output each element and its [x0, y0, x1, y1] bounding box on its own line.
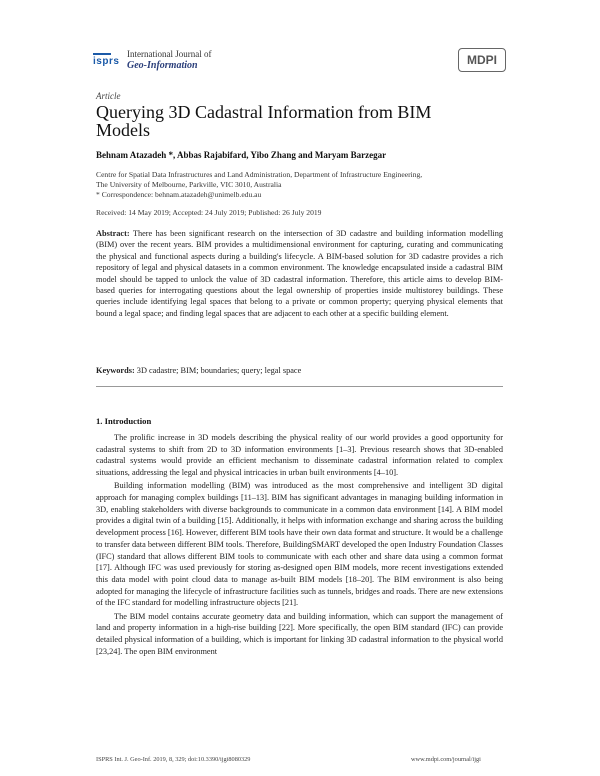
mdpi-logo: MDPI	[458, 48, 506, 72]
article-type: Article	[96, 91, 121, 101]
paragraph: Building information modelling (BIM) was introduced as the most comprehensive and intelligent 3D digital approach for managing complex buildings [11–13]. BIM has significant advantages in managing building information in 3D, enabling stakeholders with diverse backgrounds to communicate in a common data environment [14]. A BIM model provides a digital twin of a building [15]. Additionally, it helps with information exchange and sharing across the building development process [16]. However, different BIM tools have their own data format and structure. It would be a challenge to transfer data between different BIM tools. Therefore, BuildingSMART developed the open Industry Foundation Classes (IFC) standard that allows different BIM tools to communicate with each other and share data using a common format [17]. Although IFC was used previously for storing as-designed open BIM models, more recent investigations extended this data model with point cloud data to manage as-built BIM models [18–20]. The BIM environment is also being adopted for managing the lifecycle of infrastructure facilities such as tunnels, bridges and roads. There are new extensions of the IFC standard for modelling infrastructure objects [21].	[96, 481, 503, 608]
keywords	[96, 366, 301, 375]
keywords-label: Keywords:	[96, 366, 135, 375]
keywords-text: 3D cadastre; BIM; boundaries; query; legal space	[134, 366, 302, 375]
section-heading: 1. Introduction	[96, 416, 152, 426]
correspondence: * Correspondence: behnam.atazadeh@unimelb.edu.au	[96, 190, 262, 199]
abstract	[96, 228, 503, 319]
footer-url[interactable]: www.mdpi.com/journal/ijgi	[411, 756, 481, 763]
journal-logo	[93, 45, 233, 81]
section-divider	[96, 386, 503, 387]
paragraph: The prolific increase in 3D models describing the physical reality of our world provides a good opportunity for cadastral systems to shift from 2D to 3D information environments [1–3]. Previous research shows that 3D-enabled cadastral systems would provide an efficient mechanism to disseminate cadastral information related to complex situations, addressing the legal and physical intricacies in urban built environments [4–10].	[96, 433, 503, 478]
affiliation-line2: The University of Melbourne, Parkville, VIC 3010, Australia	[96, 180, 282, 189]
isprs-logo-text: isprs	[93, 56, 120, 67]
paragraph: The BIM model contains accurate geometry data and building information, which can support the management of land and property information in a high-rise building [22]. More specifically, the open BIM standard (IFC) can provide detailed physical information of a building, which is important for linking 3D cadastral information to the physical world [23,24]. The open BIM environment	[96, 611, 503, 656]
logo-accent	[93, 53, 111, 55]
affiliation-block	[96, 170, 516, 200]
author-list: Behnam Atazadeh *, Abbas Rajabifard, Yibo Zhang and Maryam Barzegar	[96, 150, 387, 160]
footer-citation: ISPRS Int. J. Geo-Inf. 2019, 8, 329; doi:10.3390/ijgi8080329	[96, 756, 251, 763]
abstract-text: There has been significant research on the intersection of 3D cadastre and building information modelling (BIM) over the recent years. BIM provides a multidimensional environment for capturing, curating and communicating the physical and functional aspects during a building's lifecycle. A BIM-based solution for 3D cadastre provides a rich repository of legal and physical datasets in a common environment. The knowledge encapsulated inside a cadastral BIM model should be tapped to unlock the value of 3D cadastral information. Therefore, this article aims to develop BIM-based queries for interrogating questions about the legal ownership of properties inside multistorey buildings. These queries include identifying legal spaces that belong to a private or common property; querying physical elements that bound a legal space; and finding legal spaces that are adjacent to each other at a specific building element.	[96, 229, 503, 318]
article-title: Querying 3D Cadastral Information from BIM Models	[96, 102, 432, 140]
journal-name-line1: International Journal of	[127, 49, 212, 59]
affiliation-line1: Centre for Spatial Data Infrastructures and Land Administration, Department of Infrastructure Engineering,	[96, 170, 423, 179]
abstract-label: Abstract:	[96, 229, 130, 238]
body-text	[96, 432, 503, 659]
publication-dates: Received: 14 May 2019; Accepted: 24 July 2019; Published: 26 July 2019	[96, 208, 322, 217]
journal-name-line2: Geo-Information	[127, 60, 198, 71]
